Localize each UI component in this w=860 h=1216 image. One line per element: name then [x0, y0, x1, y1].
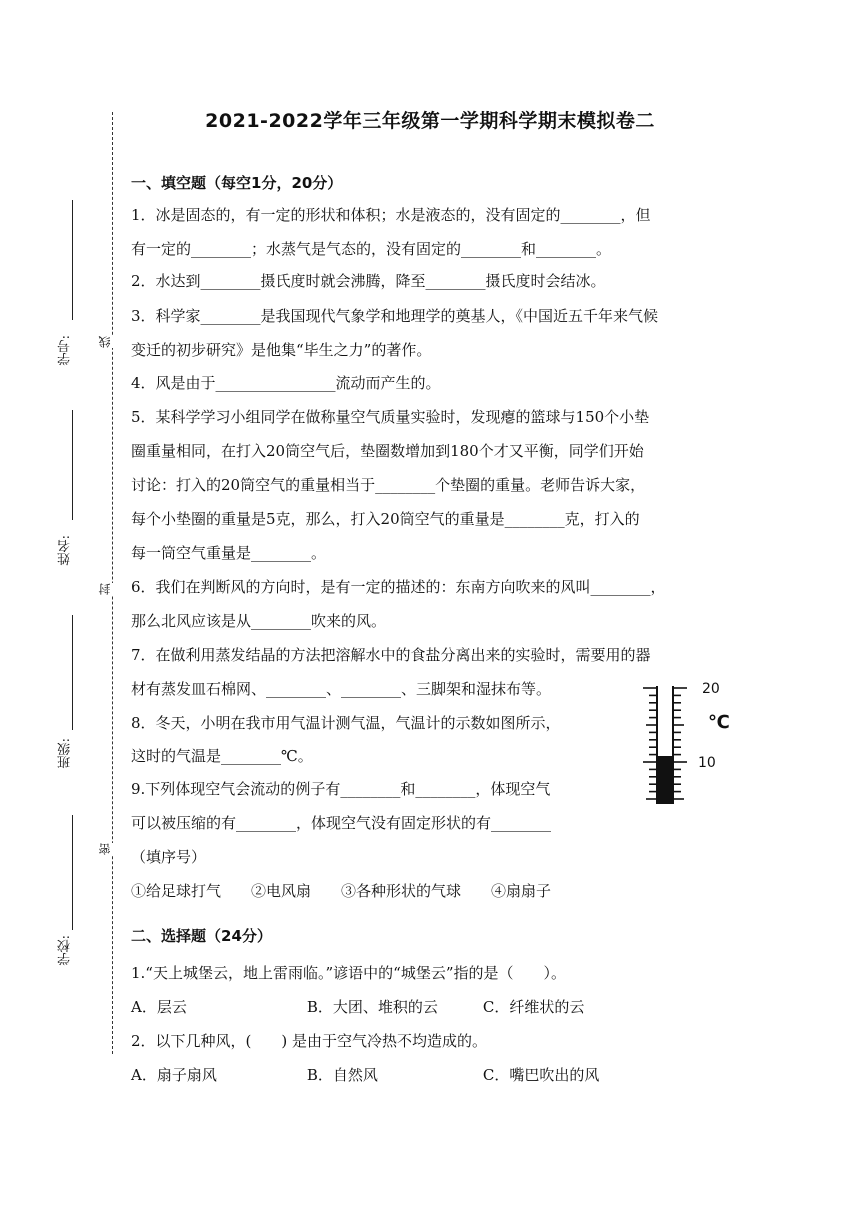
section2-heading: 二、选择题（24分） — [131, 927, 272, 945]
name-underline — [72, 410, 73, 520]
question-line: 6．我们在判断风的方向时，是有一定的描述的：东南方向吹来的风叫________， — [131, 578, 666, 596]
question-line: 那么北风应该是从________吹来的风。 — [131, 612, 387, 630]
question-line: 有一定的________；水蒸气是气态的，没有固定的________和________。 — [131, 240, 612, 258]
question-line: 3．科学家________是我国现代气象学和地理学的奠基人，《中国近五千年来气候 — [131, 307, 659, 325]
seal-word-secret: 密 — [98, 843, 112, 855]
question-line: 每个小垫圈的重量是5克，那么，打入20筒空气的重量是________克，打入的 — [131, 510, 640, 528]
school-label: 学校: — [58, 935, 73, 966]
question-line: 圈重量相同，在打入20筒空气后，垫圈数增加到180个才又平衡，同学们开始 — [131, 442, 644, 460]
question-line: 1．冰是固态的，有一定的形状和体积；水是液态的，没有固定的________，但 — [131, 206, 651, 224]
question-line: 讨论：打入的20筒空气的重量相当于________个垫圈的重量。老师告诉大家， — [131, 476, 646, 494]
question-line: 2．以下几种风，( ) 是由于空气冷热不均造成的。 — [131, 1032, 488, 1050]
class-label: 班级: — [58, 738, 73, 769]
question-line: 2．水达到________摄氏度时就会沸腾，降至________摄氏度时会结冰。 — [131, 272, 606, 290]
choice-options: A．层云 B．大团、堆积的云 C．纤维状的云 — [131, 998, 585, 1016]
question-line: 材有蒸发皿石棉网、________、________、三脚架和湿抹布等。 — [131, 680, 552, 698]
name-label: 姓名: — [58, 535, 73, 566]
page-title: 2021-2022学年三年级第一学期科学期末模拟卷二 — [205, 110, 655, 132]
question-line: 变迁的初步研究》是他集“毕生之力”的著作。 — [131, 341, 432, 359]
question-line: （填序号） — [131, 848, 207, 866]
scale-label-10: 10 — [698, 755, 716, 771]
scale-label-20: 20 — [702, 681, 720, 697]
thermometer-figure — [630, 676, 740, 816]
school-underline — [72, 815, 73, 930]
section1-heading: 一、填空题（每空1分，20分） — [131, 174, 343, 192]
question-line: 1.“天上城堡云，地上雷雨临。”谚语中的“城堡云”指的是（ ）。 — [131, 964, 566, 982]
question-line: 4．风是由于________________流动而产生的。 — [131, 374, 441, 392]
seal-word-seal: 封 — [98, 583, 112, 595]
liquid-column — [657, 756, 673, 804]
thermometer-drawing — [643, 681, 730, 804]
class-underline — [72, 615, 73, 730]
question-line: 这时的气温是________℃。 — [131, 747, 313, 765]
question-line: 8．冬天，小明在我市用气温计测气温，气温计的示数如图所示， — [131, 714, 561, 732]
question-line: 5．某科学学习小组同学在做称量空气质量实验时，发现瘪的篮球与150个小垫 — [131, 408, 650, 426]
unit-label: ℃ — [708, 712, 730, 733]
question-line: 每一筒空气重量是________。 — [131, 544, 327, 562]
question-line: 7．在做利用蒸发结晶的方法把溶解水中的食盐分离出来的实验时，需要用的器 — [131, 646, 651, 664]
choice-options: A．扇子扇风 B．自然风 C．嘴巴吹出的风 — [131, 1066, 600, 1084]
question-line: 9.下列体现空气会流动的例子有________和________，体现空气 — [131, 780, 551, 798]
student-id-underline — [72, 200, 73, 320]
seal-word-line: 线 — [98, 336, 112, 348]
student-id-label: 学号: — [58, 335, 73, 366]
question-line: 可以被压缩的有________，体现空气没有固定形状的有________ — [131, 814, 552, 832]
question-options: ①给足球打气 ②电风扇 ③各种形状的气球 ④扇扇子 — [131, 882, 552, 900]
